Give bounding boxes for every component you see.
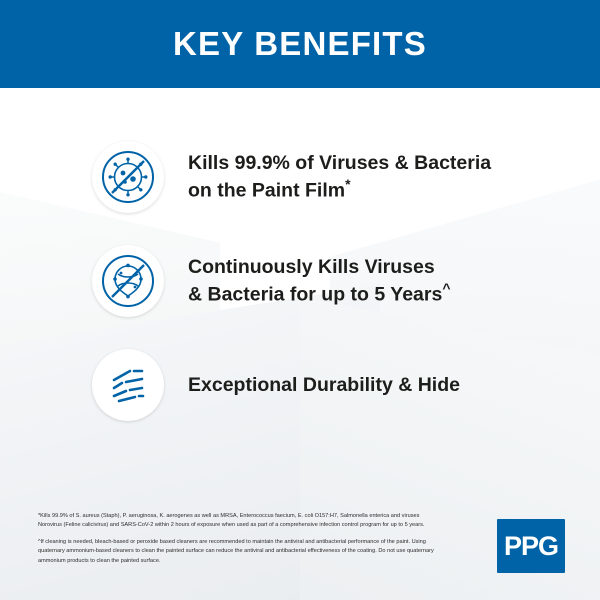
page-title: KEY BENEFITS	[172, 25, 427, 62]
benefit-text	[188, 373, 460, 398]
benefit-item-durability	[0, 348, 600, 422]
footnote-caret: ^If cleaning is needed, bleach-based or peroxide based cleaners are recommended to maintain the antiviral and antibacterial performance of the paint. Using quaternary ammonium-based cleaners to clean the painted surface can reduce the antiviral and antibacterial effectiveness of the coating. Do not use quaternary ammonium products to clean the painted surface.	[38, 538, 434, 564]
virus-continuous-no-symbol-icon	[92, 245, 164, 317]
benefit-item-continuous-kill	[0, 244, 600, 318]
benefit-footnote-marker: ^	[442, 279, 451, 296]
benefit-item-kills-viruses	[0, 140, 600, 214]
ppg-logo	[497, 519, 565, 573]
benefit-line-2: & Bacteria for up to 5 Years	[188, 283, 443, 306]
benefit-line-1: Continuously Kills Viruses	[188, 255, 435, 278]
benefit-line-1: Exceptional Durability & Hide	[188, 373, 460, 396]
durability-brush-strokes-icon	[92, 349, 164, 421]
ppg-logo-text: PPG	[503, 530, 559, 561]
benefit-text	[188, 151, 491, 203]
benefit-text	[188, 255, 451, 307]
benefit-line-1: Kills 99.9% of Viruses & Bacteria	[188, 151, 492, 174]
benefit-line-2: on the Paint Film	[188, 179, 346, 202]
benefits-list	[0, 140, 600, 452]
footnotes	[38, 512, 438, 573]
virus-no-symbol-icon	[92, 141, 164, 213]
benefit-footnote-marker: *	[345, 175, 351, 192]
footnote-asterisk: *Kills 99.9% of S. aureus (Staph), P. aeruginosa, K. aerogenes as well as MRSA, Enterococcus faecium, E. coli O157:H7, Salmonella enterica and viruses Norovirus (Feline calicivirus) and SARS-CoV-2 within 2 hours of exposure when used as part of a comprehensive infection control program for up to 5 years.	[38, 513, 425, 529]
header-banner	[0, 0, 600, 88]
